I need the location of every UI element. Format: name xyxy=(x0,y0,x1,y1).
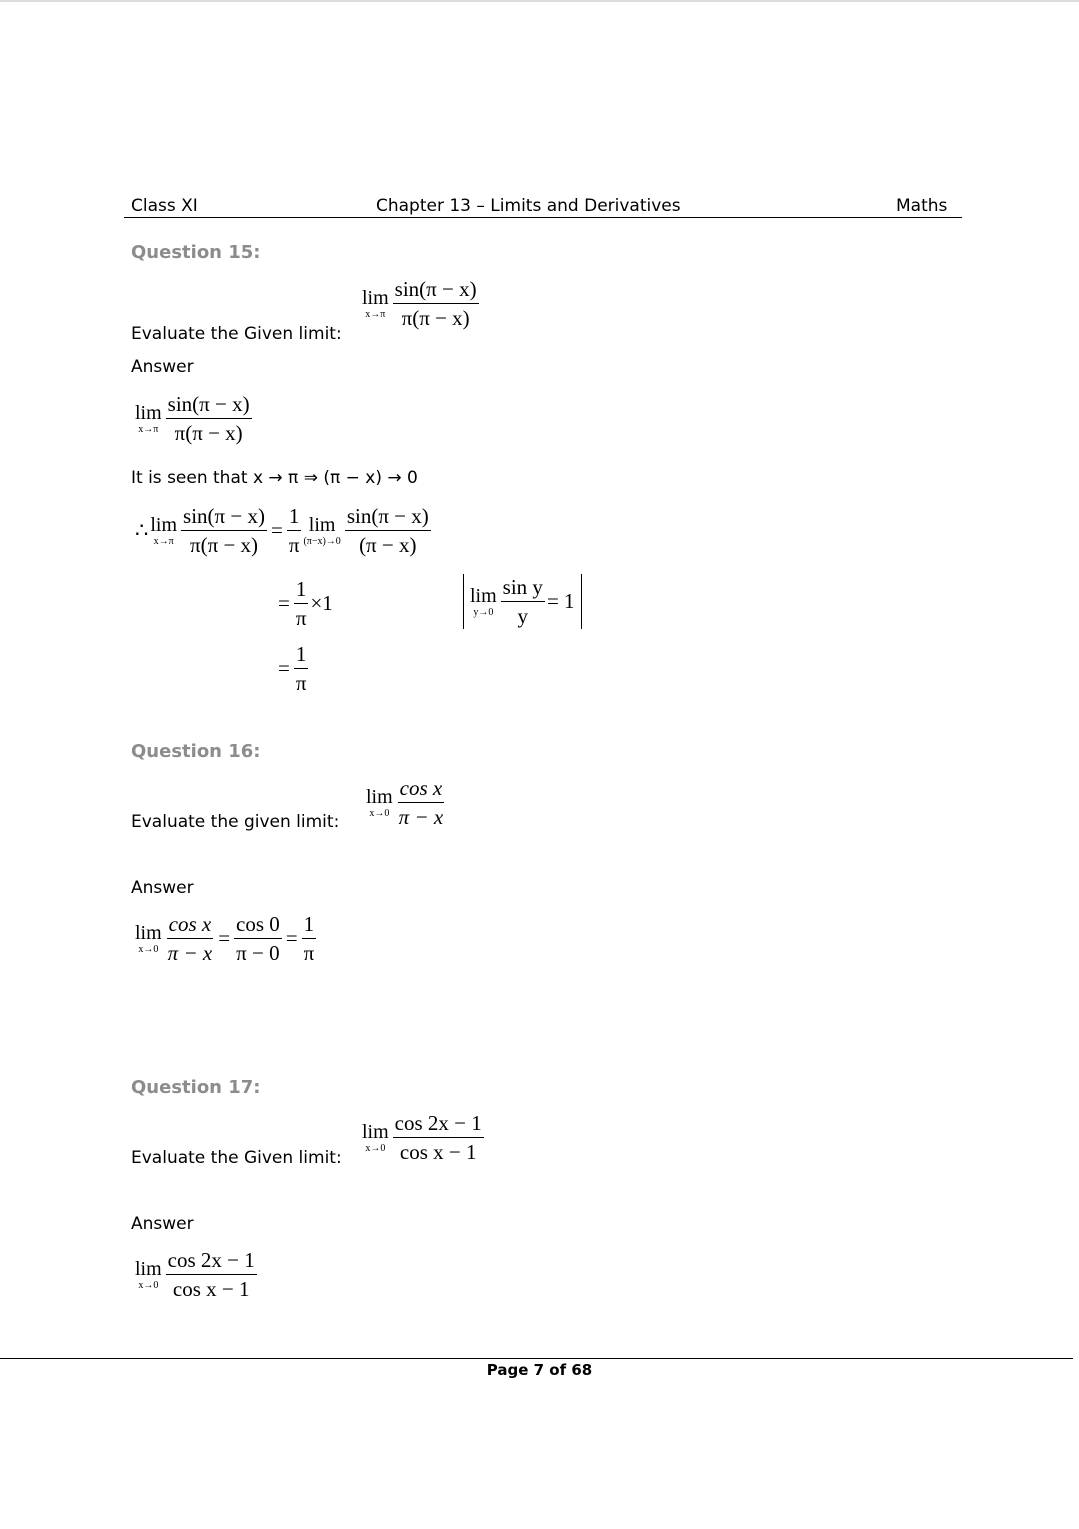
question-17-prompt-math: lim x→0 $\frac{\cos 2x - 1}{\text{cos x − 1}}$ xyxy=(362,1111,482,1165)
header-rule xyxy=(124,217,962,218)
question-16-prompt: Evaluate the given limit: xyxy=(131,812,340,832)
top-border xyxy=(0,0,1079,2)
footer-rule xyxy=(0,1358,1073,1359)
question-15-step-1: ∴ lim x→π $\frac{\sin(\pi - x)}{\pi(\pi - x)}$ = $\frac{1}{\pi}$ lim (π−x)→0 $\frac{\sin(\pi - x)}{(\pi - x)}$ xyxy=(135,504,429,558)
question-16-answer-label: Answer xyxy=(131,878,194,898)
header-class: Class XI xyxy=(131,196,198,216)
question-15-note: lim y→0 $\frac{\text{sin y}}{y}$ = 1 xyxy=(463,574,582,629)
question-15-title: Question 15: xyxy=(131,242,261,263)
header-subject: Maths xyxy=(896,196,948,216)
question-17-prompt: Evaluate the Given limit: xyxy=(131,1148,342,1168)
header-chapter: Chapter 13 – Limits and Derivatives xyxy=(376,196,681,216)
question-15-prompt-math: lim x→π $\frac{\sin(\pi - x)}{\pi(\pi - x)}$ xyxy=(362,277,477,331)
question-16-prompt-math: lim x→0 $\frac{\text{cos x}}{\pi - x}$ xyxy=(366,776,444,830)
question-17-answer-label: Answer xyxy=(131,1214,194,1234)
question-16-answer-math: lim x→0 $\frac{\text{cos x}}{\pi - x}$ = $\frac{\cos 0}{\pi - 0}$ = $\frac{1}{\pi}$ xyxy=(135,912,315,966)
question-17-title: Question 17: xyxy=(131,1077,261,1098)
question-15-answer-math: lim x→π $\frac{\sin(\pi - x)}{\pi(\pi - x)}$ xyxy=(135,392,250,446)
question-15-explanation: It is seen that x → π ⇒ (π − x) → 0 xyxy=(131,468,418,488)
question-16-title: Question 16: xyxy=(131,741,261,762)
question-15-answer-label: Answer xyxy=(131,357,194,377)
page-number: Page 7 of 68 xyxy=(486,1361,593,1379)
question-17-answer-math: lim x→0 $\frac{\cos 2x - 1}{\text{cos x − 1}}$ xyxy=(135,1248,255,1302)
question-15-step-3: = $\frac{1}{\pi}$ xyxy=(278,642,307,696)
question-15-step-2: = $\frac{1}{\pi}$ ×1 xyxy=(278,577,333,631)
question-15-prompt: Evaluate the Given limit: xyxy=(131,324,342,344)
